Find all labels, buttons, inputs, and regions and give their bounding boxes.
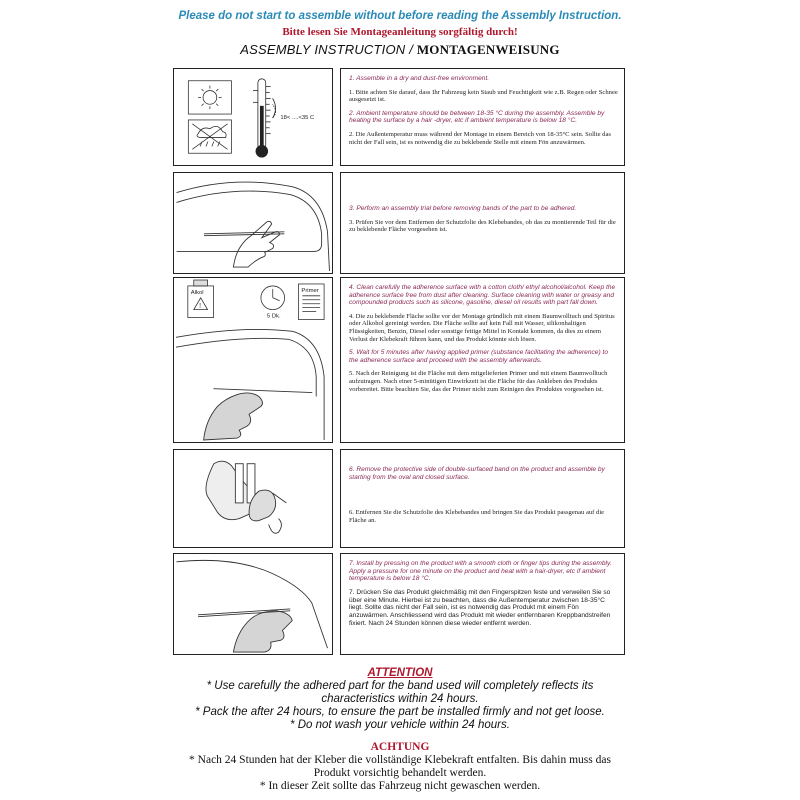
step-4-english: 4. Clean carefully the adherence surface with a cotton cloth/ ethyl alcohol/alcohol. Keep the adherence surface free from dust after cleaning. Surface cleaning with water or greasy and compounded products such as silicone, gasoline, diesel oil results with part fall down.	[349, 284, 616, 307]
peel-tape-illustration	[174, 450, 332, 547]
sun-thermometer-illustration	[174, 69, 332, 165]
step-6-german: 6. Entfernen Sie die Schutzfolie des Klebebandes und bringen Sie das Produkt passgenau auf die Fläche an.	[349, 509, 605, 524]
step-2-german: 2. Die Außentemperatur muss während der Montage in einem Bereich von 18-35°C sein. Sollte das nicht der Fall sein, ist es notwendig die zu beklebende Stelle mit einem Fön anzuwärmen.	[349, 130, 611, 146]
step-4-text	[340, 277, 625, 443]
achtung-heading: ACHTUNG	[370, 741, 430, 753]
step-row-6	[173, 449, 625, 548]
page-title	[0, 42, 800, 58]
step-1-english: 1. Assemble in a dry and dust-free environment.	[349, 75, 490, 82]
svg-text:!: !	[199, 303, 202, 311]
step-1-text	[340, 68, 625, 166]
press-install-illustration	[174, 554, 332, 654]
step-4-german: 4. Die zu beklebende Fläche sollte vor der Montage gründlich mit einem Baumwolltuch und Spiritus oder Alkohol gereinigt werden. Die Fläche sollte auf kein Fall mit Wasser, silikonhaltigen Flüssigkeiten, Benzin, Diesel oder sonstige fettige Mittel in Kontakt kommen, da dies zu einem Verlust der Klebekraft führen kann, und das Produkt könnte sich lösen.	[349, 312, 615, 343]
step-1-german: 1. Bitte achten Sie darauf, dass Ihr Fahrzeug kein Staub und Feuchtigkeit wie z.B. Regen oder Schnee ausgesetzt ist.	[349, 88, 618, 104]
step-4-illustration	[173, 277, 333, 443]
hand-cloth-icon	[204, 393, 263, 440]
attention-line-2: characteristics within 24 hours.	[321, 693, 479, 705]
attention-line-3: * Pack the after 24 hours, to ensure the part be installed firmly and not get loose.	[195, 706, 605, 718]
clock-icon	[261, 286, 285, 310]
step-2-english: 2. Ambient temperature should be between 18-35 °C during the assembly. Assemble by heating the surface by a hair -dryer, etc if ambient temperature is below 18 °C.	[349, 109, 605, 125]
step-6-english: 6. Remove the protective side of double-surfaced band on the product and assemble by starting from the oval and closed surface.	[349, 466, 605, 481]
step-row-1	[173, 68, 625, 166]
step-6-illustration	[173, 449, 333, 548]
warning-english: Please do not start to assemble without before reading the Assembly Instruction.	[178, 10, 622, 22]
hand-cloth-icon	[233, 611, 292, 652]
achtung-line-1: * Nach 24 Stunden hat der Kleber die vollständige Klebekraft entfalten. Bis dahin muss das	[189, 754, 611, 766]
attention-heading: ATTENTION	[367, 667, 433, 679]
sun-icon	[198, 86, 222, 110]
step-row-7	[173, 553, 625, 655]
step-row-3	[173, 172, 625, 274]
step-7-text	[340, 553, 625, 655]
step-3-german: 3. Prüfen Sie vor dem Entfernen der Schutzfolie des Klebebandes, ob das zu montierende Teil für die zu beklebende Fläche vorgesehen ist.	[349, 218, 616, 234]
step-6-text	[340, 449, 625, 548]
step-row-4	[173, 277, 625, 443]
no-rain-icon	[192, 124, 227, 149]
attention-line-1: * Use carefully the adhered part for the band used will completely reflects its	[206, 680, 594, 692]
alcohol-label: Alkol	[190, 289, 204, 296]
title-german: MONTAGENWEISUNG	[416, 42, 560, 57]
step-7-english: 7. Install by pressing on the product with a smooth cloth or finger tips during the assembly. Apply a pressure for one minute on the product and heat with a hair-dryer, etc if ambient temperature is below 18 °C.	[349, 560, 612, 583]
achtung-line-3: * In dieser Zeit sollte das Fahrzeug nicht gewaschen werden.	[259, 780, 541, 792]
attention-line-4: * Do not wash your vehicle within 24 hours.	[290, 719, 510, 731]
alcohol-bottle-icon	[188, 280, 214, 318]
step-7-german: 7. Drücken Sie das Produkt gleichmäßig mit den Fingerspitzen feste und verweilen Sie so über eine Minute. Hierbei ist zu beachten, dass die Außentemperatur zwischen 18-35°C liegt. Sollte das nicht der Fall sein, ist es notwendig das Produkt mit einem Fön anzuwärmen. Anschliessend wird das Produkt mit wieder entfernbaren Kreppbandstreifen fixiert. Nach 24 Stunden können diese wieder entfernt werden.	[349, 588, 611, 627]
achtung-line-2: Produkt vorsichtig behandelt werden.	[313, 767, 487, 779]
thermometer-icon	[253, 79, 276, 157]
warning-german: Bitte lesen Sie Montageanleitung sorgfältig durch!	[282, 26, 518, 38]
title-english: ASSEMBLY INSTRUCTION /	[240, 42, 414, 57]
step-5-german: 5. Nach der Reinigung ist die Fläche mit dem mitgelieferten Primer und mit einem Baumwolltuch aufzutragen. Nach einer 5-minütigen Einwirkzeit ist die Fläche für das Ankleben des Produkts vorbereitet. Bitte beachten Sie, das der Primer nicht zum Reinigen des Produktes vorgesehen ist.	[349, 370, 608, 393]
step-7-illustration	[173, 553, 333, 655]
step-3-text	[340, 172, 625, 274]
primer-label: Primer	[301, 287, 319, 294]
temperature-range-label: 18< ....<35 C	[280, 114, 315, 121]
step-3-english: 3. Perform an assembly trial before removing bands of the part to be adhered.	[349, 205, 577, 212]
step-3-illustration	[173, 172, 333, 274]
hand-icon	[233, 221, 279, 267]
trial-fit-illustration	[174, 173, 332, 273]
step-1-illustration	[173, 68, 333, 166]
step-5-english: 5. Wait for 5 minutes after having applied primer (substance facilitating the adherence) to the adherence surface and proceed with the assembly afterwards.	[349, 349, 609, 364]
cleaning-primer-illustration	[174, 278, 332, 442]
wait-time-label: 5 Dk.	[266, 313, 281, 320]
